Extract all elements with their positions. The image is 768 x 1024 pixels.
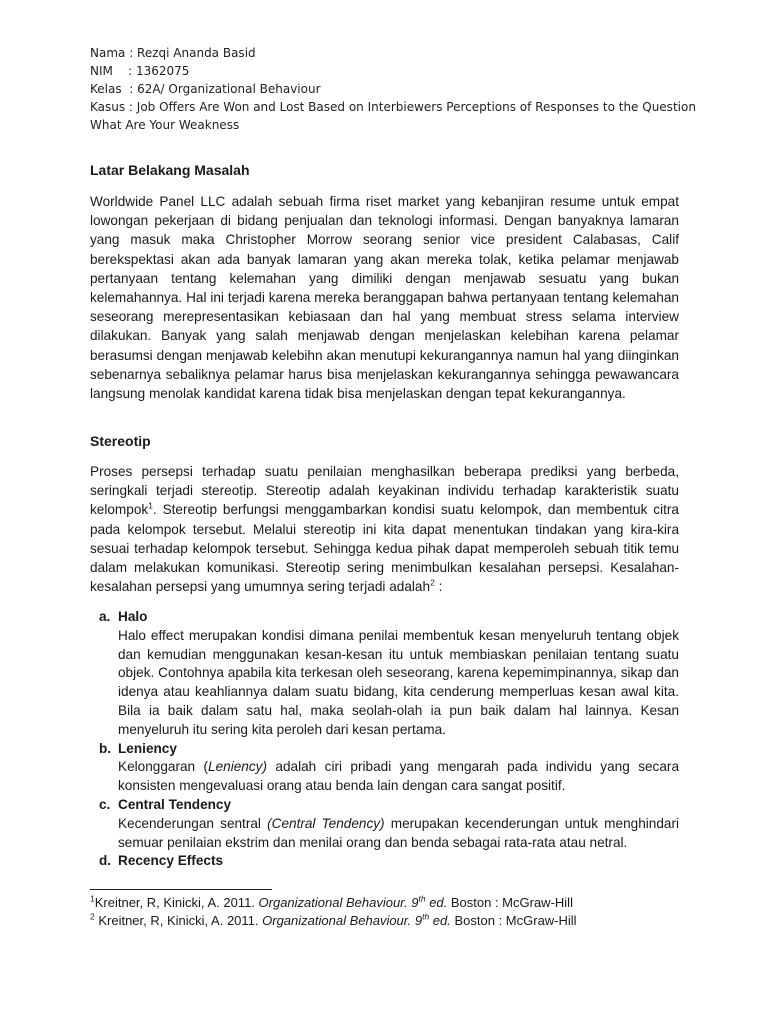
list-body-central-tendency: [118, 815, 679, 853]
footnote-1: [90, 894, 690, 912]
footnote-text: Kreitner, R, Kinicki, A. 2011.: [94, 913, 263, 928]
list-item-central-tendency: [99, 796, 679, 852]
case-title-line2: What Are Your Weakness: [90, 118, 240, 132]
list-body-leniency: [118, 758, 679, 796]
list-body-halo: Halo effect merupakan kondisi dimana penilai membentuk kesan menyeluruh tentang objek dan kemudian menggunakan kesan-kesan itu untuk membiaskan penilaian tentang suatu objek. Contohnya apabila kita terkesan oleh seseorang, karena kepemimpinannya, sikap dan idenya atau keahliannya dalam suatu bidang, kita cenderung memperluas kesan awal kita. Bila ia baik dalam satu hal, maka seolah-olah ia pun baik dalam hal lainnya. Kesan menyeluruh itu sering kita peroleh dari kesan pertama.: [118, 627, 679, 737]
background-paragraph: Worldwide Panel LLC adalah sebuah firma riset market yang kebanjiran resume untuk empat lowongan pekerjaan di bidang penjualan dan teknologi informasi. Dengan banyaknya lamaran yang masuk maka Christopher Morrow seorang senior vice president Calabasas, Calif berekspektasi akan ada banyak lamaran yang akan mereka tolak, ketika pelamar menjawab pertanyaan tentang kelemahan yang dimiliki dengan menjawab sesuatu yang bukan kelemahannya. Hal ini terjadi karena mereka beranggapan bahwa pertanyaan tentang kelemahan seseorang merepresentasikan kebiasaan dan hal yang membuat stress selama interview dilakukan. Banyak yang salah menjawab dengan menjelaskan kelebihan karena pelamar berasumsi dengan menjawab kelebihn akan menutupi kekurangannya namun hal yang diinginkan sebenarnya sebaliknya pelamar harus bisa menjelaskan kekurangannya sehingga pewawancara langsung menolak kandidat karena tidak bisa menjelaskan dengan tepat kekurangannya.: [90, 194, 679, 402]
footnote-text: Kreitner, R, Kinicki, A. 2011.: [94, 895, 259, 910]
list-letter: c.: [99, 796, 111, 812]
student-class: Kelas : 62A/ Organizational Behaviour: [90, 82, 321, 96]
student-name: Nama : Rezqi Ananda Basid: [90, 46, 256, 60]
footnote-edition: ed.: [429, 913, 451, 928]
list-letter: b.: [99, 740, 112, 756]
list-title-leniency: Leniency: [118, 740, 177, 756]
list-title-recency-effects: Recency Effects: [118, 853, 224, 869]
student-nim: NIM : 1362075: [90, 64, 190, 78]
stereotype-text-3: :: [434, 579, 443, 595]
list-item-leniency: [99, 740, 679, 796]
list-title-central-tendency: Central Tendency: [118, 796, 232, 812]
list-item-recency-effects: [99, 852, 679, 871]
perception-errors-list: [99, 608, 679, 871]
footnote-edition: ed.: [425, 895, 448, 910]
stereotype-text-2: . Stereotip berfungsi menggambarkan kondisi suatu kelompok, dan membentuk citra pada kelompok tersebut. Melalui stereotip ini kita dapat menentukan tindakan yang kira-kira sesuai terhadap kelompok tersebut. Sehingga kedua pihak dapat memperoleh sebuah titik temu dalam melakukan komunikasi. Stereotip sering menimbulkan kesalahan persepsi. Kesalahan-kesalahan persepsi yang umumnya sering terjadi adalah: [90, 502, 679, 595]
list-letter: a.: [99, 609, 111, 624]
list-body-text: adalah ciri pribadi yang mengarah pada individu yang secara konsisten mengevaluasi orang atau benda lain dengan cara sangat positif.: [118, 759, 679, 794]
footnote-2: [90, 912, 690, 930]
footnotes: [90, 894, 690, 930]
list-body-text: Kelonggaran (: [118, 759, 209, 775]
student-header: [90, 44, 696, 134]
footnote-title-text: Organizational Behaviour. 9: [262, 913, 423, 928]
footnote-title-text: Organizational Behaviour. 9: [258, 895, 419, 910]
footnote-book-title: [259, 895, 448, 910]
list-body-italic: (Central Tendency): [267, 815, 385, 831]
stereotype-paragraph: [90, 462, 679, 596]
list-letter: d.: [99, 853, 112, 869]
footnote-publisher: Boston : McGraw-Hill: [447, 895, 573, 910]
footnote-ref-2[interactable]: 2: [430, 577, 435, 588]
stereotype-text-1: Proses persepsi terhadap suatu penilaian menghasilkan beberapa prediksi yang berbeda, seringkali terjadi stereotip. Stereotip adalah keyakinan individu terhadap karakteristik suatu kelompok: [90, 464, 679, 518]
footnote-separator: [90, 889, 272, 890]
footnote-number: 2: [90, 911, 95, 922]
footnote-ref-1[interactable]: 1: [148, 500, 153, 511]
list-item-halo: [99, 608, 679, 740]
footnote-edition-sup: th: [418, 893, 426, 904]
footnote-publisher: Boston : McGraw-Hill: [450, 913, 577, 928]
list-body-italic: Leniency): [208, 759, 267, 775]
footnote-number: 1: [90, 893, 95, 904]
section-heading-stereotype: Stereotip: [90, 433, 151, 449]
list-body-text: Kecenderungan sentral: [118, 815, 268, 831]
case-title-line1: Kasus : Job Offers Are Won and Lost Based on Interbiewers Perceptions of Responses to the Question: [90, 100, 696, 114]
list-title-halo: Halo: [118, 609, 148, 624]
section-heading-background: Latar Belakang Masalah: [90, 162, 250, 178]
footnote-edition-sup: th: [422, 911, 430, 922]
footnote-book-title: [262, 913, 451, 928]
list-body-text: merupakan kecenderungan untuk menghindari semuar penilaian ekstrim dan menilai orang dan benda sebagai rata-rata atau netral.: [118, 815, 679, 850]
